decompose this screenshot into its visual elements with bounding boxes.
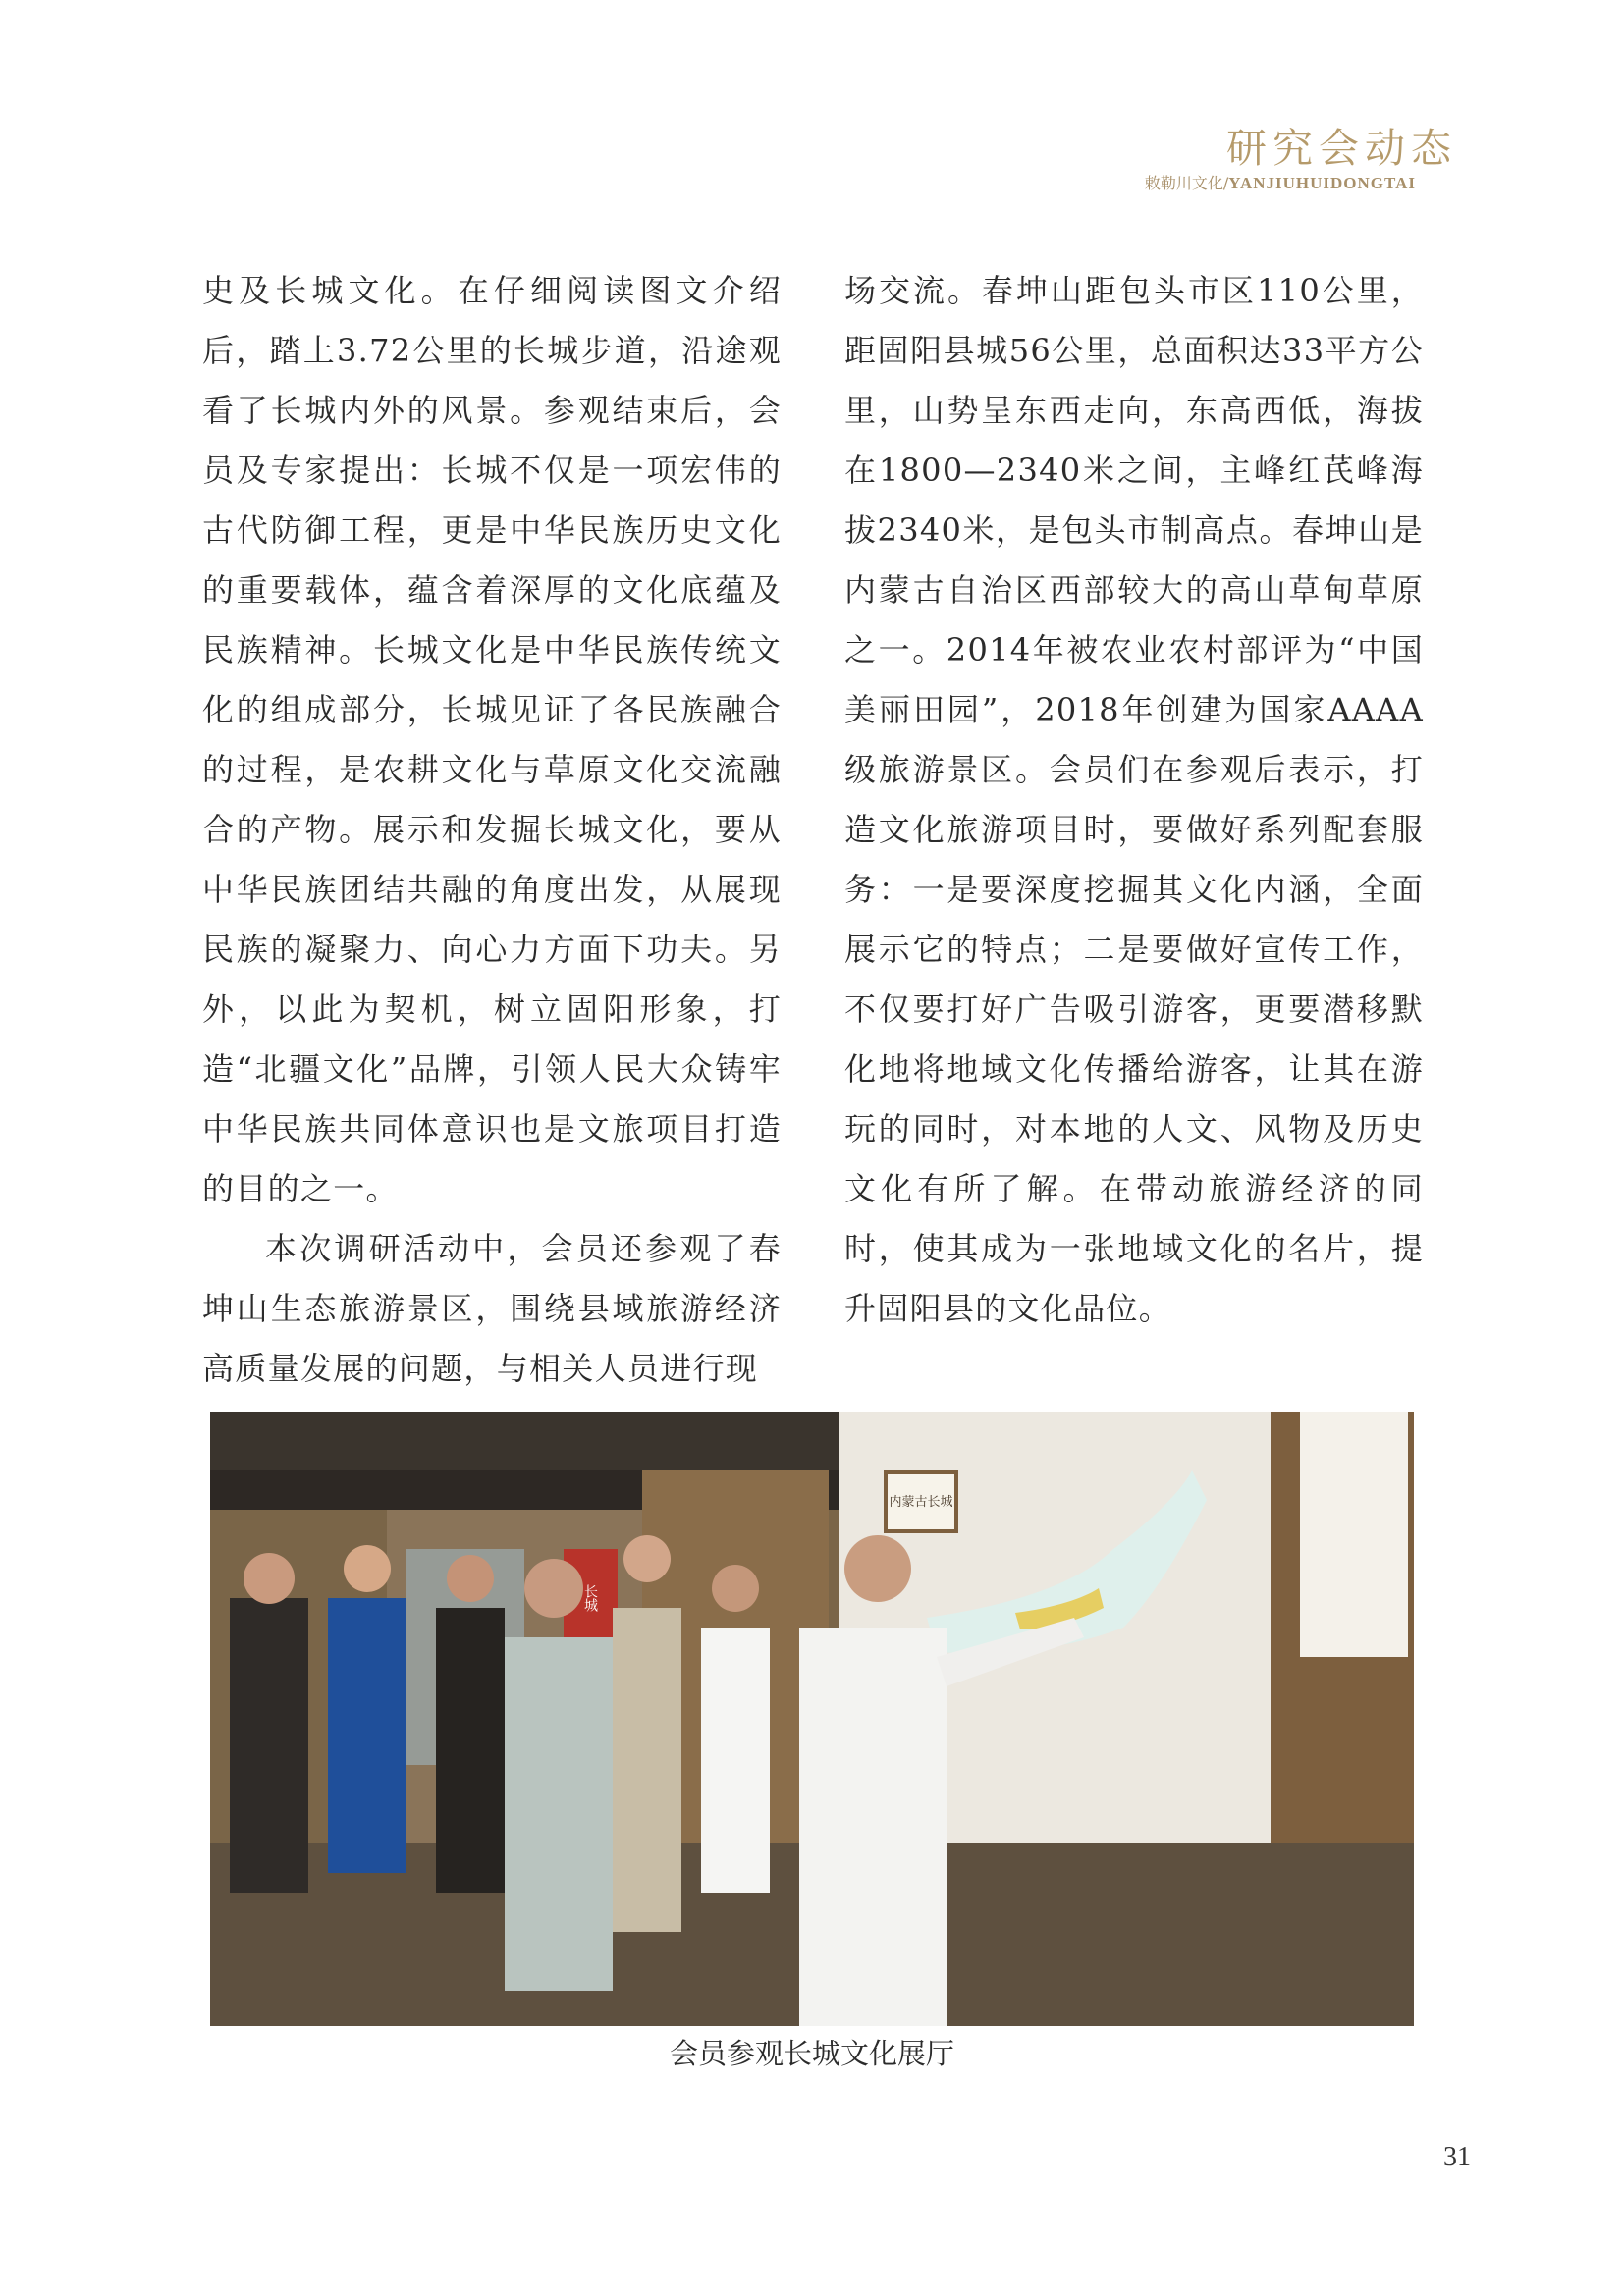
photo-sign-text: 内蒙古长城	[889, 1495, 953, 1510]
article-paragraph: 本次调研活动中，会员还参观了春坤山生态旅游景区，围绕县域旅游经济高质量发展的问题，与相关人员进行现	[202, 1230, 782, 1387]
photo-caption: 会员参观长城文化展厅	[669, 2037, 954, 2070]
subtitle-cn: 敕勒川文化	[1144, 174, 1223, 192]
article-paragraph: 史及长城文化。在仔细阅读图文介绍后，踏上3.72公里的长城步道，沿途观看了长城内外的风景。参观结束后，会员及专家提出：长城不仅是一项宏伟的古代防御工程，更是中华民族历史文化的重要载体，蕴含着深厚的文化底蕴及民族精神。长城文化是中华民族传统文化的组成部分，长城见证了各民族融合的过程，是农耕文化与草原文化交流融合的产物。展示和发掘长城文化，要从中华民族团结共融的角度出发，从展现民族的凝聚力、向心力方面下功夫。另外，以此为契机，树立固阳形象，打造“北疆文化”品牌，引领人民大众铸牢中华民族共同体意识也是文旅项目打造的目的之一。	[202, 272, 782, 1207]
section-header-title: 研究会动态	[1226, 125, 1457, 172]
section-header-subtitle	[1145, 171, 1416, 193]
article-left-column	[202, 261, 782, 1399]
article-paragraph: 场交流。春坤山距包头市区110公里，距固阳县城56公里，总面积达33平方公里，山势呈东西走向，东高西低，海拔在1800—2340米之间，主峰红芪峰海拔2340米，是包头市制高点。春坤山是内蒙古自治区西部较大的高山草甸草原之一。2014年被农业农村部评为“中国美丽田园”，2018年创建为国家AAAA级旅游景区。会员们在参观后表示，打造文化旅游项目时，要做好系列配套服务：一是要深度挖掘其文化内涵，全面展示它的特点；二是要做好宣传工作，不仅要打好广告吸引游客，更要潜移默化地将地域文化传播给游客，让其在游玩的同时，对本地的人文、风物及历史文化有所了解。在带动旅游经济的同时，使其成为一张地域文化的名片，提升固阳县的文化品位。	[844, 272, 1424, 1327]
page-number: 31	[1443, 2142, 1471, 2172]
article-right-column	[844, 261, 1424, 1339]
photo-banner-text: 长城	[582, 1584, 598, 1612]
subtitle-en: YANJIUHUIDONGTAI	[1228, 174, 1416, 192]
exhibition-photo	[210, 1412, 1414, 2026]
subtitle-separator: /	[1222, 174, 1229, 192]
